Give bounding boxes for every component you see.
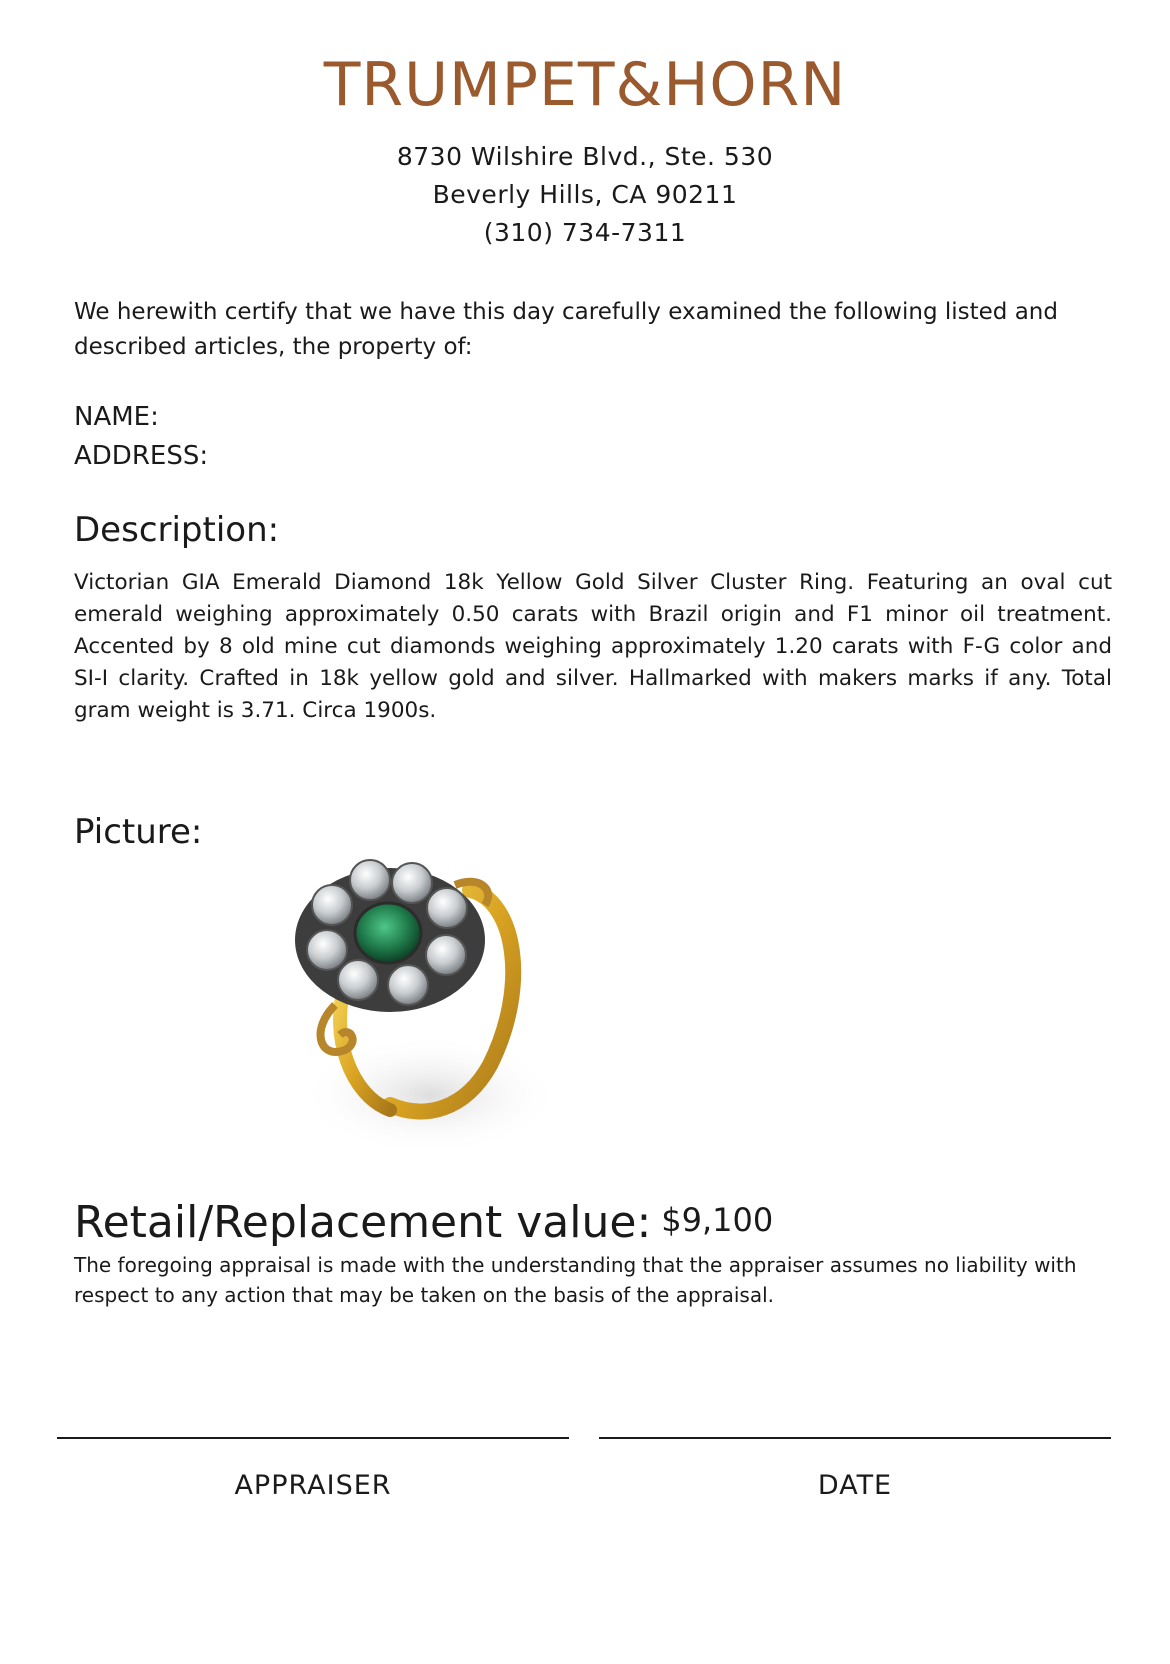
ring-illustration (240, 845, 580, 1175)
description-title: Description: (74, 510, 280, 550)
certification-statement: We herewith certify that we have this day carefully examined the following listed and described articles, the property of: (74, 299, 1058, 360)
address-line-2: Beverly Hills, CA 90211 (432, 180, 738, 209)
emerald-stone (355, 903, 421, 963)
description-body: Victorian GIA Emerald Diamond 18k Yellow Gold Silver Cluster Ring. Featuring an oval cut emerald weighing approximately 0.50 carats with Brazil origin and F1 minor oil treatment. Accented by 8 old mine cut diamonds weighing approximately 1.20 carats with F-G color and SI-I clarity. Crafted in 18k yellow gold and silver. Hallmarked with makers marks if any. Total gram weight is 3.71. Circa 1900s. (74, 570, 1112, 723)
ring-photo (240, 845, 580, 1175)
valuation-label: Retail/Replacement value: (74, 1197, 652, 1248)
date-label: DATE (817, 1470, 893, 1501)
appraiser-signature-line (57, 1437, 569, 1439)
company-logo: TRUMPET&HORN (323, 50, 847, 120)
name-label: NAME: (74, 402, 159, 432)
date-signature-line (599, 1437, 1111, 1439)
picture-title: Picture: (74, 812, 203, 852)
phone-number: (310) 734-7311 (483, 218, 687, 247)
appraiser-label: APPRAISER (234, 1470, 392, 1501)
valuation-amount: $9,100 (661, 1201, 774, 1239)
address-line-1: 8730 Wilshire Blvd., Ste. 530 (396, 142, 774, 171)
valuation-row (74, 1195, 1114, 1254)
address-label: ADDRESS: (74, 441, 209, 471)
company-address-block (0, 138, 1170, 252)
appraisal-disclaimer: The foregoing appraisal is made with the understanding that the appraiser assumes no liability with respect to any action that may be taken on the basis of the appraisal. (74, 1253, 1077, 1307)
